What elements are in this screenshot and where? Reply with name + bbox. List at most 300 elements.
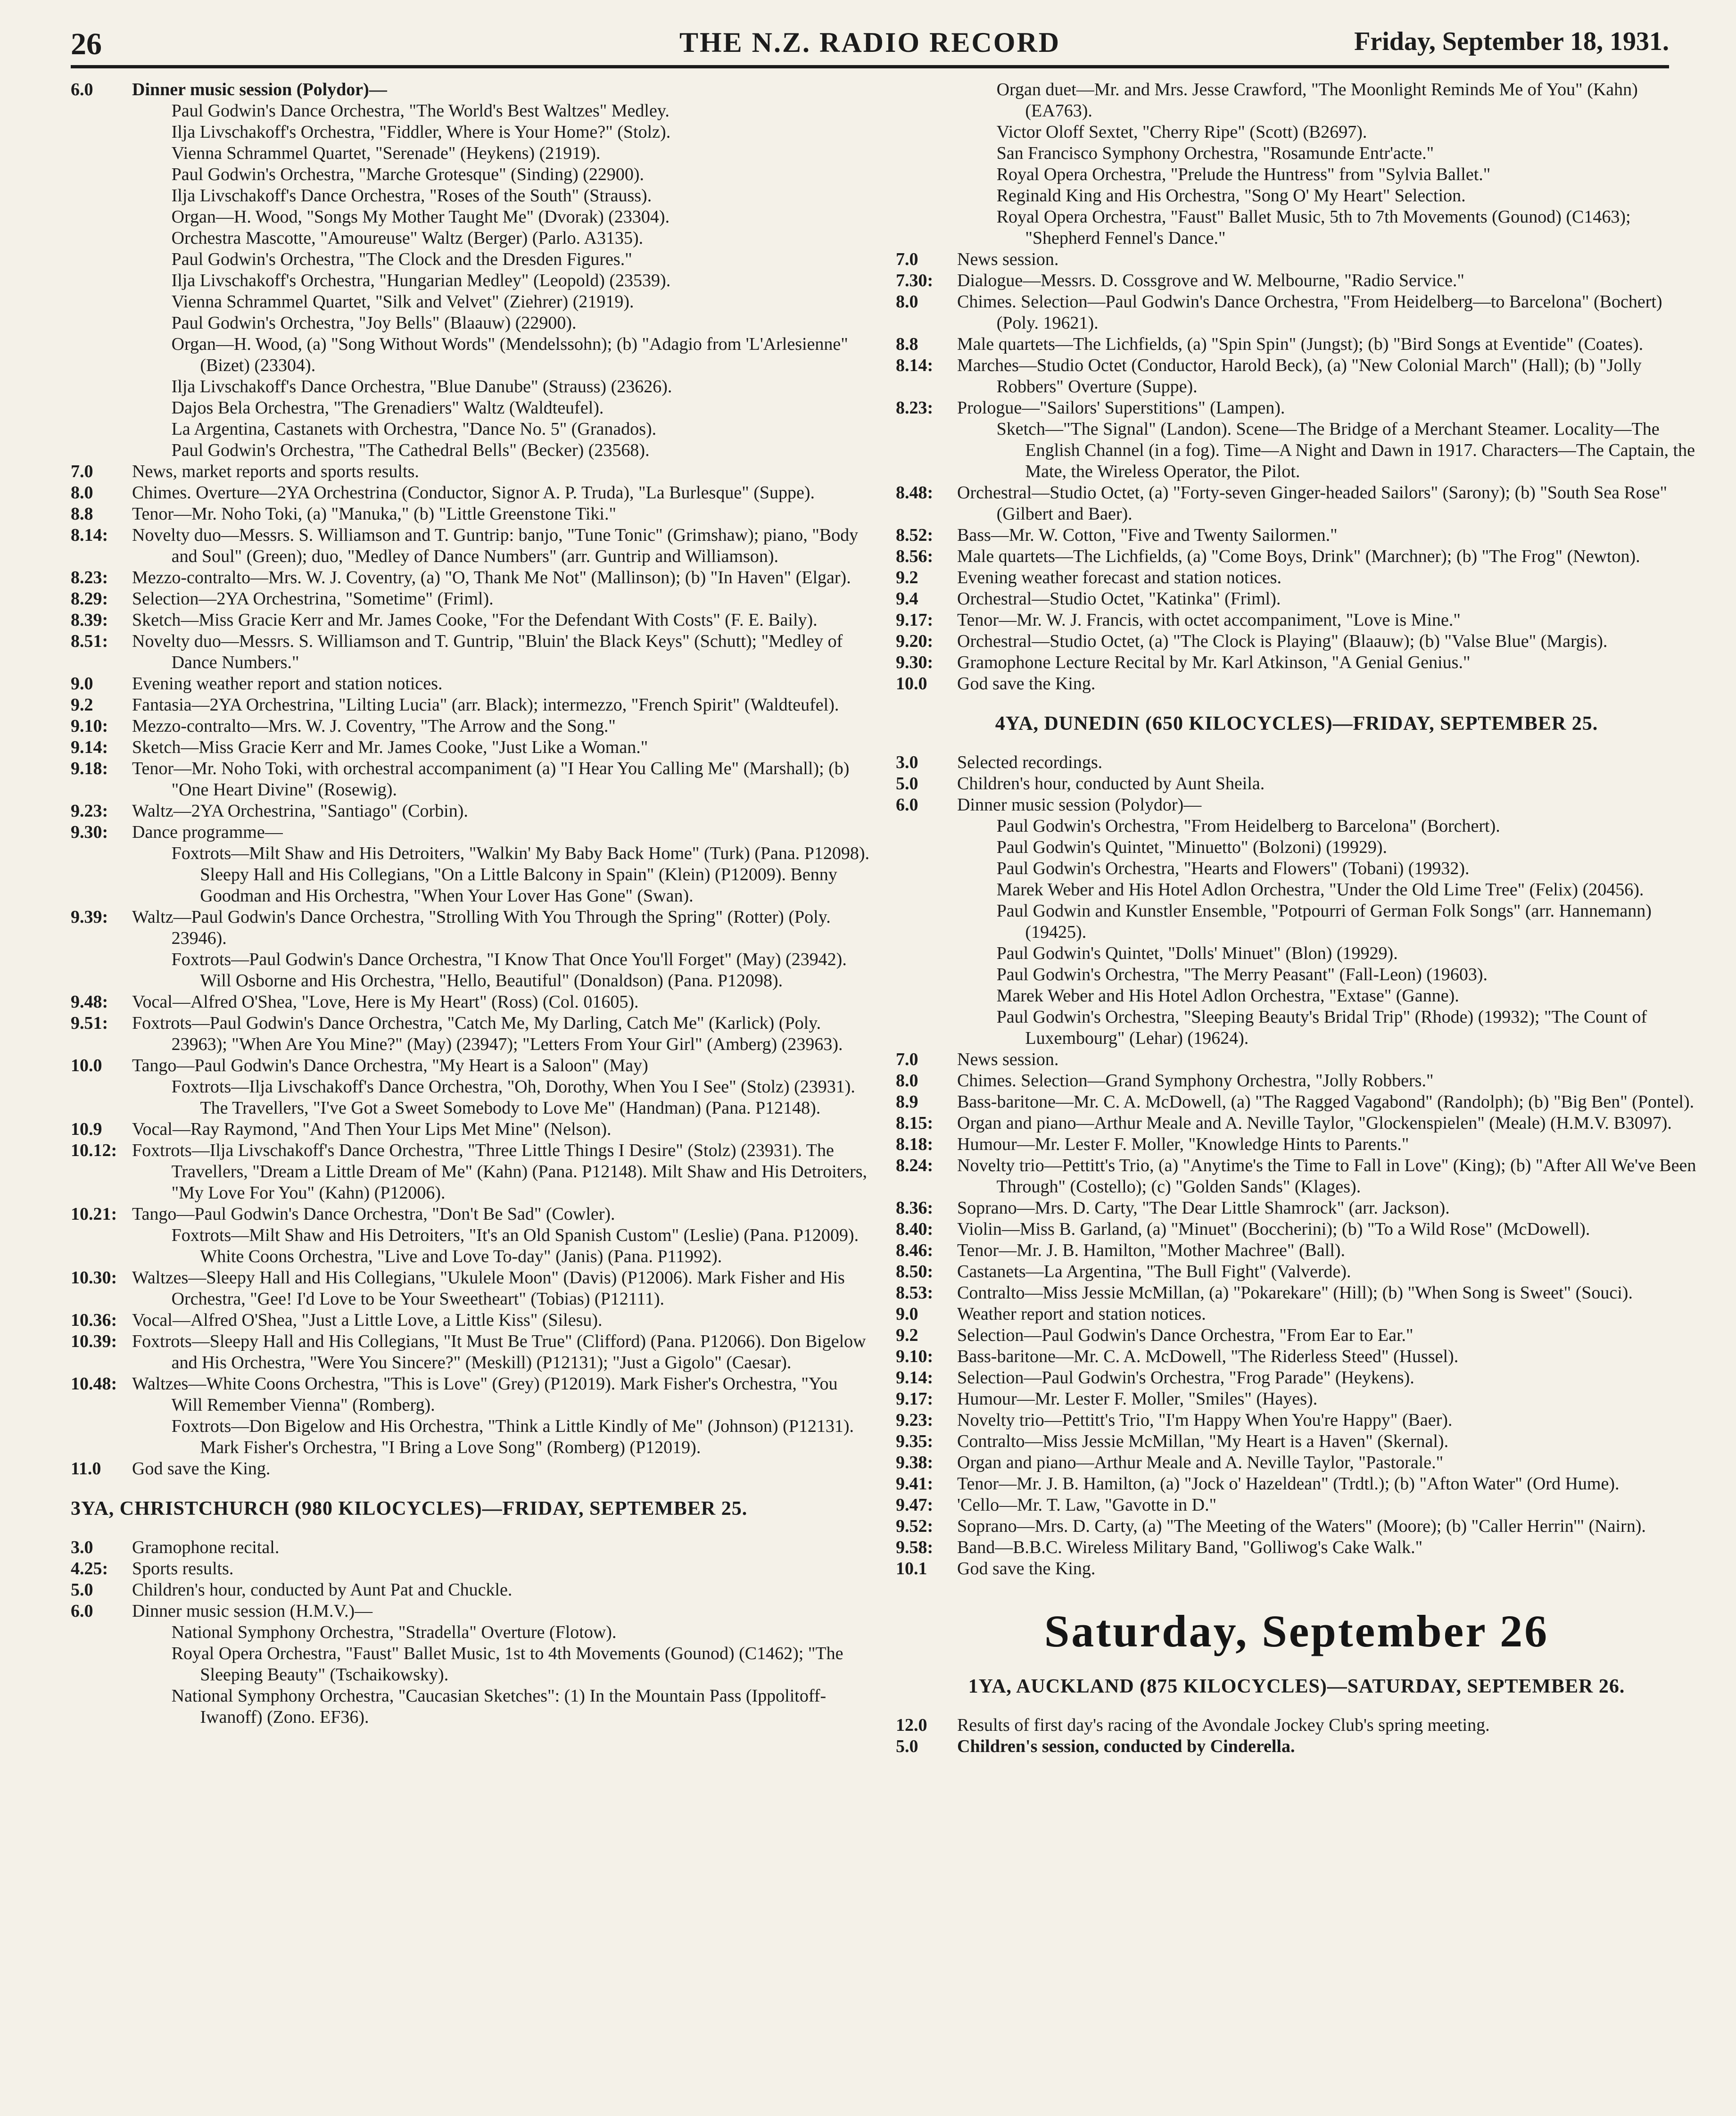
entry-line: Sketch—Miss Gracie Kerr and Mr. James Cooke, "For the Defendant With Costs" (F. E. Baily). bbox=[132, 610, 818, 630]
entry-line: Organ—H. Wood, (a) "Song Without Words" (Mendelssohn); (b) "Adagio from 'L'Arlesienne" (Bizet) (23304). bbox=[171, 334, 848, 375]
programme-entry bbox=[896, 1155, 1697, 1198]
programme-entry bbox=[896, 588, 1697, 610]
entry-time: 9.2 bbox=[896, 1325, 918, 1345]
programme-entry bbox=[71, 588, 872, 610]
entry-line: Evening weather forecast and station notices. bbox=[957, 568, 1281, 587]
entry-time: 8.50: bbox=[896, 1262, 934, 1281]
entry-line: Ilja Livschakoff's Orchestra, "Fiddler, Where is Your Home?" (Stolz). bbox=[171, 122, 671, 142]
entry-time: 9.39: bbox=[71, 907, 108, 927]
entry-line: Humour—Mr. Lester F. Moller, "Knowledge Hints to Parents." bbox=[957, 1134, 1409, 1154]
entry-description bbox=[957, 355, 1697, 397]
programme-entry bbox=[896, 1715, 1697, 1736]
programme-entry bbox=[896, 1495, 1697, 1516]
entry-time: 8.39: bbox=[71, 610, 108, 630]
entry-time: 8.52: bbox=[896, 525, 934, 545]
entry-description bbox=[957, 1155, 1697, 1198]
entry-description bbox=[957, 1516, 1697, 1537]
entry-line: Paul Godwin and Kunstler Ensemble, "Potpourri of German Folk Songs" (arr. Hannemann) (19425). bbox=[996, 901, 1652, 942]
entry-time: 8.0 bbox=[71, 483, 93, 503]
entry-time: 10.1 bbox=[896, 1559, 927, 1579]
entry-description bbox=[957, 631, 1697, 652]
entry-time: 8.23: bbox=[896, 398, 934, 418]
entry-line: Chimes. Overture—2YA Orchestrina (Conductor, Signor A. P. Truda), "La Burlesque" (Suppe). bbox=[132, 483, 815, 503]
entry-line: Paul Godwin's Dance Orchestra, "The World's Best Waltzes" Medley. bbox=[171, 101, 670, 121]
entry-description bbox=[957, 1240, 1697, 1261]
entry-time: 9.20: bbox=[896, 631, 934, 651]
entry-line: Orchestral—Studio Octet, (a) "Forty-seven Ginger-headed Sailors" (Sarony); (b) "South Sea Rose" (Gilbert and Baer). bbox=[957, 483, 1667, 524]
programme-entry bbox=[896, 1261, 1697, 1282]
entry-description bbox=[132, 1373, 872, 1458]
programme-entry bbox=[71, 1267, 872, 1310]
programme-entry bbox=[71, 1601, 872, 1728]
entry-line: Royal Opera Orchestra, "Faust" Ballet Music, 5th to 7th Movements (Gounod) (C1463); "Shepherd Fennel's Dance." bbox=[996, 207, 1631, 248]
entry-line: Prologue—"Sailors' Superstitions" (Lampen). bbox=[957, 398, 1285, 418]
programme-entry bbox=[71, 1140, 872, 1204]
entry-description bbox=[957, 525, 1697, 546]
entry-time: 10.21: bbox=[71, 1204, 117, 1224]
entry-line: Selected recordings. bbox=[957, 752, 1103, 772]
entry-time: 9.2 bbox=[896, 568, 918, 587]
programme-entry bbox=[896, 546, 1697, 567]
entry-time: 5.0 bbox=[71, 1580, 93, 1600]
entry-line: Contralto—Miss Jessie McMillan, (a) "Pokarekare" (Hill); (b) "When Song is Sweet" (Souci). bbox=[957, 1283, 1633, 1303]
programme-entry bbox=[896, 1219, 1697, 1240]
entry-description bbox=[132, 1310, 872, 1331]
entry-time: 9.58: bbox=[896, 1537, 934, 1557]
entry-line: Soprano—Mrs. D. Carty, "The Dear Little Shamrock" (arr. Jackson). bbox=[957, 1198, 1450, 1218]
entry-line: Royal Opera Orchestra, "Prelude the Huntress" from "Sylvia Ballet." bbox=[996, 165, 1491, 184]
entry-line: Foxtrots—Sleepy Hall and His Collegians, "It Must Be True" (Clifford) (Pana. P12066). Don Bigelow and His Orchestra, "Were You Sincere?" (Meskill) (P12131); "Just a Gigolo" (Caesar). bbox=[132, 1331, 866, 1372]
entry-time: 8.46: bbox=[896, 1240, 934, 1260]
entry-time: 8.8 bbox=[896, 334, 918, 354]
entry-line: Selection—Paul Godwin's Orchestra, "Frog Parade" (Heykens). bbox=[957, 1368, 1414, 1388]
programme-entry bbox=[896, 1282, 1697, 1304]
entry-line: Tenor—Mr. Noho Toki, (a) "Manuka," (b) "Little Greenstone Tiki." bbox=[132, 504, 617, 524]
entry-description bbox=[957, 1261, 1697, 1282]
entry-description bbox=[132, 482, 872, 504]
station-heading: 1YA, AUCKLAND (875 KILOCYCLES)—SATURDAY, SEPTEMBER 26. bbox=[968, 1676, 1625, 1697]
entry-line: Novelty trio—Pettitt's Trio, "I'm Happy When You're Happy" (Baer). bbox=[957, 1410, 1453, 1430]
programme-entry bbox=[896, 334, 1697, 355]
entry-line: Organ and piano—Arthur Meale and A. Neville Taylor, "Pastorale." bbox=[957, 1453, 1444, 1472]
programme-entry bbox=[896, 673, 1697, 694]
entry-description bbox=[957, 1070, 1697, 1091]
programme-entry bbox=[896, 355, 1697, 397]
programme-entry bbox=[71, 631, 872, 673]
entry-line: Chimes. Selection—Grand Symphony Orchestra, "Jolly Robbers." bbox=[957, 1071, 1434, 1091]
entry-line: Bass-baritone—Mr. C. A. McDowell, (a) "The Ragged Vagabond" (Randolph); (b) "Big Ben" (Pontel). bbox=[957, 1092, 1695, 1112]
programme-entry bbox=[71, 79, 872, 461]
entry-line: God save the King. bbox=[957, 674, 1096, 694]
entry-time: 10.39: bbox=[71, 1331, 117, 1351]
entry-time: 8.51: bbox=[71, 631, 108, 651]
entry-time: 8.53: bbox=[896, 1283, 934, 1303]
entry-time: 9.14: bbox=[896, 1368, 934, 1388]
programme-entry bbox=[896, 1537, 1697, 1558]
entry-time: 8.18: bbox=[896, 1134, 934, 1154]
entry-description bbox=[132, 567, 872, 588]
entry-line: News session. bbox=[957, 249, 1059, 269]
entry-time: 8.23: bbox=[71, 568, 108, 587]
entry-description bbox=[957, 79, 1697, 249]
entry-description bbox=[957, 673, 1697, 694]
entry-description bbox=[132, 673, 872, 694]
entry-line: Ilja Livschakoff's Orchestra, "Hungarian Medley" (Leopold) (23539). bbox=[171, 271, 671, 290]
entry-time: 8.14: bbox=[71, 525, 108, 545]
entry-line: Dialogue—Messrs. D. Cossgrove and W. Melbourne, "Radio Service." bbox=[957, 271, 1464, 290]
entry-line: Violin—Miss B. Garland, (a) "Minuet" (Boccherini); (b) "To a Wild Rose" (McDowell). bbox=[957, 1219, 1590, 1239]
programme-entry bbox=[71, 822, 872, 907]
programme-entry bbox=[896, 773, 1697, 794]
entry-line: Tenor—Mr. W. J. Francis, with octet accompaniment, "Love is Mine." bbox=[957, 610, 1461, 630]
entry-line: Foxtrots—Paul Godwin's Dance Orchestra, "I Know That Once You'll Forget" (May) (23942). Will Osborne and His Orchestra, "Hello, Beautiful" (Donaldson) (Pana. P12098). bbox=[171, 950, 847, 991]
entry-line: Paul Godwin's Quintet, "Minuetto" (Bolzoni) (19929). bbox=[996, 837, 1388, 857]
masthead bbox=[71, 23, 1669, 60]
entry-line: Foxtrots—Ilja Livschakoff's Dance Orchestra, "Oh, Dorothy, When You I See" (Stolz) (23931). The Travellers, "I've Got a Sweet Somebody to Love Me" (Handman) (Pana. P12148). bbox=[171, 1077, 855, 1118]
programme-list bbox=[896, 79, 1697, 694]
entry-description bbox=[132, 1458, 872, 1480]
programme-list bbox=[896, 752, 1697, 1579]
entry-line: Weather report and station notices. bbox=[957, 1304, 1206, 1324]
entry-description bbox=[132, 1558, 872, 1579]
entry-time: 11.0 bbox=[71, 1459, 101, 1479]
entry-description bbox=[957, 567, 1697, 588]
entry-description bbox=[132, 1601, 872, 1728]
entry-time: 6.0 bbox=[896, 795, 918, 815]
station-heading: 3YA, CHRISTCHURCH (980 KILOCYCLES)—FRIDAY, SEPTEMBER 25. bbox=[71, 1498, 748, 1520]
programme-entry bbox=[896, 1389, 1697, 1410]
entry-description bbox=[132, 79, 872, 461]
entry-time: 8.0 bbox=[896, 292, 918, 312]
entry-line: Victor Oloff Sextet, "Cherry Ripe" (Scott) (B2697). bbox=[996, 122, 1367, 142]
entry-line: Vocal—Ray Raymond, "And Then Your Lips Met Mine" (Nelson). bbox=[132, 1119, 612, 1139]
entry-line: Dajos Bela Orchestra, "The Grenadiers" Waltz (Waldteufel). bbox=[171, 398, 604, 418]
entry-line: Ilja Livschakoff's Dance Orchestra, "Roses of the South" (Strauss). bbox=[171, 186, 652, 206]
entry-line: Royal Opera Orchestra, "Faust" Ballet Music, 1st to 4th Movements (Gounod) (C1462); "The Sleeping Beauty" (Tschaikowsky). bbox=[171, 1644, 843, 1685]
programme-entry bbox=[896, 1452, 1697, 1473]
entry-description bbox=[132, 610, 872, 631]
entry-line: Tenor—Mr. Noho Toki, with orchestral accompaniment (a) "I Hear You Calling Me" (Marshall); (b) "One Heart Divine" (Rosewig). bbox=[132, 759, 850, 800]
entry-line: Waltz—2YA Orchestrina, "Santiago" (Corbin). bbox=[132, 801, 468, 821]
entry-line: Selection—2YA Orchestrina, "Sometime" (Friml). bbox=[132, 589, 494, 609]
issue-date: Friday, September 18, 1931. bbox=[1354, 27, 1669, 56]
entry-time: 9.41: bbox=[896, 1474, 934, 1494]
entry-time: 10.12: bbox=[71, 1141, 117, 1160]
entry-description bbox=[132, 1140, 872, 1204]
entry-time: 8.24: bbox=[896, 1156, 934, 1175]
entry-description bbox=[957, 1452, 1697, 1473]
entry-time: 9.10: bbox=[896, 1347, 934, 1366]
entry-line: Organ duet—Mr. and Mrs. Jesse Crawford, "The Moonlight Reminds Me of You" (Kahn) (EA763). bbox=[996, 80, 1638, 121]
entry-line: Marek Weber and His Hotel Adlon Orchestra, "Under the Old Lime Tree" (Felix) (20456). bbox=[996, 880, 1644, 900]
entry-line: Marek Weber and His Hotel Adlon Orchestra, "Extase" (Ganne). bbox=[996, 986, 1459, 1006]
entry-description bbox=[957, 1537, 1697, 1558]
entry-line: Results of first day's racing of the Avondale Jockey Club's spring meeting. bbox=[957, 1715, 1490, 1735]
entry-line: Dinner music session (Polydor)— bbox=[957, 795, 1202, 815]
entry-time: 9.2 bbox=[71, 695, 93, 715]
entry-time: 8.8 bbox=[71, 504, 93, 524]
entry-time: 9.14: bbox=[71, 737, 108, 757]
entry-line: Contralto—Miss Jessie McMillan, "My Heart is a Haven" (Skernal). bbox=[957, 1431, 1449, 1451]
programme-entry bbox=[896, 610, 1697, 631]
entry-time: 8.14: bbox=[896, 355, 934, 375]
entry-time: 10.48: bbox=[71, 1374, 117, 1394]
entry-time: 9.17: bbox=[896, 1389, 934, 1409]
entry-description bbox=[132, 992, 872, 1013]
entry-description bbox=[957, 334, 1697, 355]
entry-time: 6.0 bbox=[71, 1601, 93, 1621]
left-column bbox=[71, 79, 872, 1728]
programme-entry bbox=[896, 1070, 1697, 1091]
programme-entry bbox=[896, 1113, 1697, 1134]
entry-time: 12.0 bbox=[896, 1715, 927, 1735]
entry-line: Foxtrots—Ilja Livschakoff's Dance Orchestra, "Three Little Things I Desire" (Stolz) (23931). The Travellers, "Dream a Little Dream of Me" (Kahn) (Pana. P12148). Milt Shaw and His Detroiters, "My Love For You" (Kahn) (P12006). bbox=[132, 1141, 867, 1203]
entry-description bbox=[957, 1282, 1697, 1304]
entry-line: National Symphony Orchestra, "Stradella" Overture (Flotow). bbox=[171, 1622, 617, 1642]
entry-line: National Symphony Orchestra, "Caucasian Sketches": (1) In the Mountain Pass (Ippolitoff-Iwanoff) (Zono. EF36). bbox=[171, 1686, 827, 1727]
programme-list bbox=[71, 79, 872, 1480]
programme-entry bbox=[71, 716, 872, 737]
entry-line: Castanets—La Argentina, "The Bull Fight" (Valverde). bbox=[957, 1262, 1351, 1281]
entry-time: 9.48: bbox=[71, 992, 108, 1012]
entry-description bbox=[132, 1267, 872, 1310]
entry-time: 9.51: bbox=[71, 1013, 108, 1033]
entry-line: News, market reports and sports results. bbox=[132, 462, 419, 481]
entry-line: Tenor—Mr. J. B. Hamilton, "Mother Machree" (Ball). bbox=[957, 1240, 1346, 1260]
programme-entry bbox=[896, 1473, 1697, 1495]
entry-line: Waltz—Paul Godwin's Dance Orchestra, "Strolling With You Through the Spring" (Rotter) (Poly. 23946). bbox=[132, 907, 831, 948]
entry-line: Sketch—Miss Gracie Kerr and Mr. James Cooke, "Just Like a Woman." bbox=[132, 737, 648, 757]
programme-entry bbox=[896, 249, 1697, 270]
entry-description bbox=[132, 1537, 872, 1558]
entry-time: 8.36: bbox=[896, 1198, 934, 1218]
entry-description bbox=[132, 461, 872, 482]
programme-entry bbox=[896, 482, 1697, 525]
entry-line: Mezzo-contralto—Mrs. W. J. Coventry, "The Arrow and the Song." bbox=[132, 716, 616, 736]
entry-time: 4.25: bbox=[71, 1559, 108, 1579]
entry-description bbox=[957, 652, 1697, 673]
programme-entry bbox=[71, 673, 872, 694]
entry-line: God save the King. bbox=[957, 1559, 1096, 1579]
entry-line: Paul Godwin's Orchestra, "The Merry Peasant" (Fall-Leon) (19603). bbox=[996, 965, 1488, 984]
programme-entry bbox=[896, 794, 1697, 1049]
entry-line: Paul Godwin's Quintet, "Dolls' Minuet" (Blon) (19929). bbox=[996, 943, 1398, 963]
entry-line: Dinner music session (Polydor)— bbox=[132, 80, 387, 99]
entry-description bbox=[132, 588, 872, 610]
entry-time: 9.30: bbox=[71, 822, 108, 842]
entry-line: Band—B.B.C. Wireless Military Band, "Golliwog's Cake Walk." bbox=[957, 1537, 1423, 1557]
entry-time: 10.0 bbox=[896, 674, 927, 694]
entry-line: Reginald King and His Orchestra, "Song O' My Heart" Selection. bbox=[996, 186, 1466, 206]
entry-description bbox=[132, 525, 872, 567]
entry-description bbox=[957, 1113, 1697, 1134]
entry-description bbox=[957, 482, 1697, 525]
programme-entry bbox=[896, 1240, 1697, 1261]
entry-line: Waltzes—Sleepy Hall and His Collegians, "Ukulele Moon" (Davis) (P12006). Mark Fisher and His Orchestra, "Gee! I'd Love to be Your Sweetheart" (Tobias) (P12111). bbox=[132, 1268, 845, 1309]
programme-entry bbox=[896, 1346, 1697, 1367]
entry-time: 7.0 bbox=[896, 249, 918, 269]
programme-entry bbox=[896, 1134, 1697, 1155]
entry-line: Male quartets—The Lichfields, (a) "Spin Spin" (Jungst); (b) "Bird Songs at Eventide" (Coates). bbox=[957, 334, 1644, 354]
entry-description bbox=[957, 1134, 1697, 1155]
entry-line: Waltzes—White Coons Orchestra, "This is Love" (Grey) (P12019). Mark Fisher's Orchestra, "You Will Remember Vienna" (Romberg). bbox=[132, 1374, 838, 1415]
entry-time: 7.30: bbox=[896, 271, 934, 290]
entry-line: Vienna Schrammel Quartet, "Serenade" (Heykens) (21919). bbox=[171, 143, 601, 163]
entry-description bbox=[957, 1473, 1697, 1495]
entry-line: Foxtrots—Paul Godwin's Dance Orchestra, "Catch Me, My Darling, Catch Me" (Karlick) (Poly. 23963); "When Are You Mine?" (May) (23947); "Letters From Your Girl" (Amberg) (23963). bbox=[132, 1013, 843, 1054]
entry-description bbox=[957, 1495, 1697, 1516]
programme-entry bbox=[896, 1091, 1697, 1113]
entry-line: Paul Godwin's Orchestra, "Sleeping Beauty's Bridal Trip" (Rhode) (19932); "The Count of Luxembourg" (Lehar) (19624). bbox=[996, 1007, 1647, 1048]
entry-line: Tenor—Mr. J. B. Hamilton, (a) "Jock o' Hazeldean" (Trdtl.); (b) "Afton Water" (Ord Hume). bbox=[957, 1474, 1620, 1494]
entry-time: 9.23: bbox=[896, 1410, 934, 1430]
entry-line: Novelty duo—Messrs. S. Williamson and T. Guntrip, "Bluin' the Black Keys" (Schutt); "Medley of Dance Numbers." bbox=[132, 631, 843, 672]
entry-time: 8.56: bbox=[896, 546, 934, 566]
entry-description bbox=[132, 1331, 872, 1373]
entry-description bbox=[132, 1579, 872, 1601]
entry-time: 8.0 bbox=[896, 1071, 918, 1091]
day-heading: Saturday, September 26 bbox=[1044, 1606, 1549, 1656]
entry-description bbox=[957, 1198, 1697, 1219]
programme-entry bbox=[71, 1119, 872, 1140]
entry-line: Children's hour, conducted by Aunt Sheila. bbox=[957, 774, 1265, 794]
entry-time: 9.52: bbox=[896, 1516, 934, 1536]
programme-list bbox=[71, 1537, 872, 1728]
entry-line: Vocal—Alfred O'Shea, "Just a Little Love, a Little Kiss" (Silesu). bbox=[132, 1310, 603, 1330]
entry-line: Orchestral—Studio Octet, "Katinka" (Friml). bbox=[957, 589, 1281, 609]
entry-line: Paul Godwin's Orchestra, "Marche Grotesque" (Sinding) (22900). bbox=[171, 165, 645, 184]
entry-time: 9.0 bbox=[896, 1304, 918, 1324]
programme-entry bbox=[896, 631, 1697, 652]
entry-description bbox=[957, 397, 1697, 482]
entry-description bbox=[132, 907, 872, 992]
programme-entry bbox=[71, 737, 872, 758]
station-heading: 4YA, DUNEDIN (650 KILOCYCLES)—FRIDAY, SEPTEMBER 25. bbox=[995, 713, 1598, 735]
entry-time: 10.9 bbox=[71, 1119, 102, 1139]
entry-description bbox=[957, 588, 1697, 610]
programme-entry bbox=[71, 907, 872, 992]
entry-time: 10.30: bbox=[71, 1268, 117, 1288]
programme-entry bbox=[71, 1310, 872, 1331]
programme-entry bbox=[71, 1055, 872, 1119]
entry-line: Orchestral—Studio Octet, (a) "The Clock is Playing" (Blaauw); (b) "Valse Blue" (Margis). bbox=[957, 631, 1608, 651]
entry-line: Tango—Paul Godwin's Dance Orchestra, "My Heart is a Saloon" (May) bbox=[132, 1056, 648, 1075]
entry-line: Foxtrots—Milt Shaw and His Detroiters, "It's an Old Spanish Custom" (Leslie) (Pana. P12009). White Coons Orchestra, "Live and Love To-day" (Janis) (Pana. P11992). bbox=[171, 1225, 859, 1266]
entry-description bbox=[132, 822, 872, 907]
programme-entry bbox=[71, 1558, 872, 1579]
entry-line: Paul Godwin's Orchestra, "The Cathedral Bells" (Becker) (23568). bbox=[171, 440, 650, 460]
programme-entry bbox=[71, 694, 872, 716]
entry-description bbox=[957, 1715, 1697, 1736]
page-number: 26 bbox=[71, 27, 102, 61]
programme-entry bbox=[896, 397, 1697, 482]
programme-entry bbox=[896, 1410, 1697, 1431]
entry-time: 9.35: bbox=[896, 1431, 934, 1451]
programme-entry bbox=[71, 567, 872, 588]
programme-entry bbox=[896, 752, 1697, 773]
entry-description bbox=[957, 1304, 1697, 1325]
entry-description bbox=[957, 1325, 1697, 1346]
programme-entry bbox=[71, 525, 872, 567]
entry-time bbox=[896, 79, 957, 249]
entry-line: Marches—Studio Octet (Conductor, Harold Beck), (a) "New Colonial March" (Hall); (b) "Jolly Robbers" Overture (Suppe). bbox=[957, 355, 1642, 397]
programme-entry bbox=[896, 1558, 1697, 1579]
entry-line: Dinner music session (H.M.V.)— bbox=[132, 1601, 373, 1621]
programme-entry bbox=[71, 1458, 872, 1480]
entry-description bbox=[957, 1346, 1697, 1367]
entry-time: 8.9 bbox=[896, 1092, 918, 1112]
entry-time: 9.17: bbox=[896, 610, 934, 630]
entry-description bbox=[132, 801, 872, 822]
programme-entry bbox=[896, 291, 1697, 334]
entry-description bbox=[957, 249, 1697, 270]
entry-line: Foxtrots—Milt Shaw and His Detroiters, "Walkin' My Baby Back Home" (Turk) (Pana. P12098). Sleepy Hall and His Collegians, "On a Little Balcony in Spain" (Klein) (P12009). Benny Goodman and His Orchestra, "When Your Lover Has Gone" (Swan). bbox=[171, 843, 870, 906]
right-column bbox=[896, 79, 1697, 1757]
entry-description bbox=[957, 1410, 1697, 1431]
entry-line: Male quartets—The Lichfields, (a) "Come Boys, Drink" (Marchner); (b) "The Frog" (Newton). bbox=[957, 546, 1640, 566]
entry-description bbox=[957, 1049, 1697, 1070]
entry-description bbox=[957, 610, 1697, 631]
programme-entry bbox=[71, 1204, 872, 1267]
entry-description bbox=[132, 758, 872, 801]
entry-description bbox=[132, 1119, 872, 1140]
entry-time: 9.18: bbox=[71, 759, 108, 778]
entry-time: 3.0 bbox=[71, 1537, 93, 1557]
entry-description bbox=[957, 1736, 1697, 1757]
entry-line: Chimes. Selection—Paul Godwin's Dance Orchestra, "From Heidelberg—to Barcelona" (Bochert) (Poly. 19621). bbox=[957, 292, 1662, 333]
entry-line: Children's session, conducted by Cinderella. bbox=[957, 1736, 1295, 1756]
entry-line: Vienna Schrammel Quartet, "Silk and Velvet" (Ziehrer) (21919). bbox=[171, 292, 634, 312]
entry-line: Bass-baritone—Mr. C. A. McDowell, "The Riderless Steed" (Hussel). bbox=[957, 1347, 1459, 1366]
programme-entry bbox=[896, 79, 1697, 249]
programme-entry bbox=[896, 1516, 1697, 1537]
programme-entry bbox=[71, 801, 872, 822]
entry-line: La Argentina, Castanets with Orchestra, "Dance No. 5" (Granados). bbox=[171, 419, 657, 439]
programme-entry bbox=[71, 504, 872, 525]
entry-description bbox=[132, 716, 872, 737]
entry-description bbox=[957, 1091, 1697, 1113]
entry-line: Sports results. bbox=[132, 1559, 234, 1579]
programme-entry bbox=[896, 1304, 1697, 1325]
entry-description bbox=[957, 1558, 1697, 1579]
entry-description bbox=[957, 773, 1697, 794]
programme-entry bbox=[896, 652, 1697, 673]
entry-line: San Francisco Symphony Orchestra, "Rosamunde Entr'acte." bbox=[996, 143, 1434, 163]
entry-time: 10.36: bbox=[71, 1310, 117, 1330]
entry-time: 3.0 bbox=[896, 752, 918, 772]
entry-time: 9.47: bbox=[896, 1495, 934, 1515]
entry-description bbox=[957, 752, 1697, 773]
programme-entry bbox=[71, 1537, 872, 1558]
entry-time: 8.40: bbox=[896, 1219, 934, 1239]
entry-description bbox=[957, 546, 1697, 567]
publication-title: THE N.Z. RADIO RECORD bbox=[679, 27, 1061, 58]
entry-line: Sketch—"The Signal" (Landon). Scene—The Bridge of a Merchant Steamer. Locality—The English Channel (in a fog). Time—A Night and Dawn in 1917. Characters—The Captain, the Mate, the Wireless Operator, the Pilot. bbox=[996, 419, 1695, 481]
entry-line: News session. bbox=[957, 1050, 1059, 1069]
entry-line: Bass—Mr. W. Cotton, "Five and Twenty Sailormen." bbox=[957, 525, 1338, 545]
entry-description bbox=[957, 1431, 1697, 1452]
entry-line: Organ and piano—Arthur Meale and A. Neville Taylor, "Glockenspielen" (Meale) (H.M.V. B3097). bbox=[957, 1113, 1672, 1133]
entry-line: Paul Godwin's Orchestra, "The Clock and the Dresden Figures." bbox=[171, 249, 632, 269]
entry-time: 9.30: bbox=[896, 653, 934, 672]
entry-description bbox=[957, 1367, 1697, 1389]
entry-line: Mezzo-contralto—Mrs. W. J. Coventry, (a) "O, Thank Me Not" (Mallinson); (b) "In Haven" (Elgar). bbox=[132, 568, 851, 587]
entry-time: 6.0 bbox=[71, 80, 93, 99]
programme-entry bbox=[71, 610, 872, 631]
entry-line: Foxtrots—Don Bigelow and His Orchestra, "Think a Little Kindly of Me" (Johnson) (P12131). Mark Fisher's Orchestra, "I Bring a Love Song" (Romberg) (P12019). bbox=[171, 1416, 854, 1457]
entry-line: Gramophone recital. bbox=[132, 1537, 280, 1557]
programme-entry bbox=[71, 1579, 872, 1601]
